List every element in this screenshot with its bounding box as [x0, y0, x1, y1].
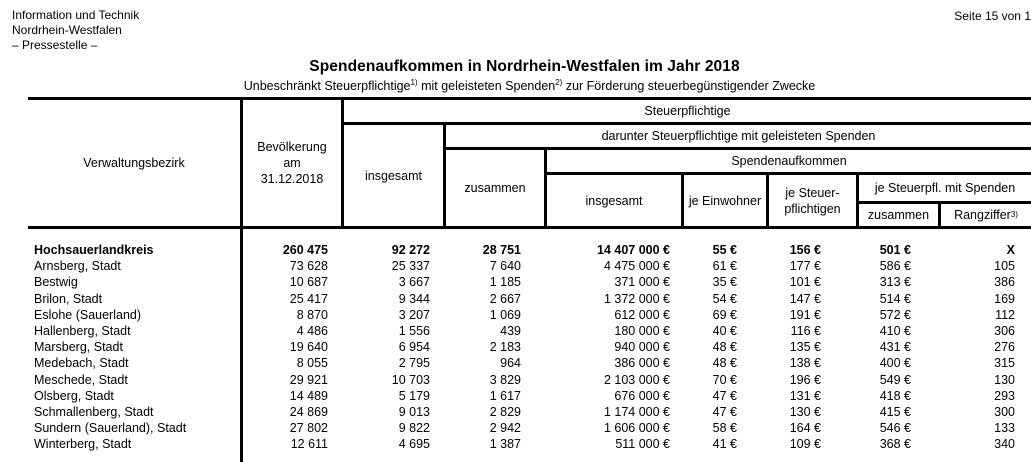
- cell-steuerpflichtige-insgesamt: 25 337: [391, 259, 430, 274]
- cell-steuerpflichtige-insgesamt: 3 667: [398, 275, 430, 290]
- cell-verwaltungsbezirk: Eslohe (Sauerland): [34, 307, 142, 322]
- header-darunter[interactable]: [446, 125, 1031, 147]
- cell-je-steuerpfl-zusammen: 572 €: [879, 307, 911, 322]
- cell-spendenaufkommen-insgesamt: 4 475 000 €: [603, 259, 670, 274]
- table-row[interactable]: [0, 307, 1031, 323]
- header-je-steuer-line-2: pflichtigen: [784, 201, 841, 216]
- cell-rangziffer: 293: [994, 388, 1015, 403]
- table-row[interactable]: [0, 258, 1031, 274]
- org-name-line-1: Information und Technik: [12, 8, 140, 22]
- cell-steuerpflichtige-insgesamt: 9 822: [398, 421, 430, 436]
- cell-je-steuerpflichtigen: 164 €: [789, 421, 821, 436]
- cell-je-steuerpfl-zusammen: 586 €: [879, 259, 911, 274]
- table-row[interactable]: [0, 323, 1031, 339]
- table-row[interactable]: [0, 420, 1031, 436]
- cell-zusammen: 28 751: [482, 243, 521, 257]
- cell-je-steuerpflichtigen: 131 €: [789, 388, 821, 403]
- header-bevoelkerung-line-3: 31.12.2018: [260, 172, 324, 186]
- table-header-bottom-rule: [28, 226, 1031, 229]
- cell-verwaltungsbezirk: Sundern (Sauerland), Stadt: [34, 421, 187, 436]
- cell-bevoelkerung: 8 055: [296, 356, 328, 371]
- cell-je-einwohner: 48 €: [712, 356, 737, 371]
- header-sub-zusammen-label: zusammen: [867, 208, 930, 222]
- header-je-steuerpfl-mit-spenden-label: je Steuerpfl. mit Spenden: [874, 181, 1016, 195]
- cell-spendenaufkommen-insgesamt: 371 000 €: [614, 275, 670, 290]
- cell-rangziffer: X: [1006, 243, 1015, 257]
- cell-je-einwohner: 48 €: [712, 340, 737, 355]
- cell-zusammen: 964: [500, 356, 521, 371]
- cell-je-einwohner: 54 €: [712, 291, 737, 306]
- header-rangziffer-label: Rangziffer: [954, 208, 1011, 222]
- cell-spendenaufkommen-insgesamt: 1 174 000 €: [603, 405, 670, 419]
- footnote-ref-2[interactable]: 2): [555, 78, 563, 87]
- table-row[interactable]: [0, 291, 1031, 307]
- cell-je-steuerpfl-zusammen: 368 €: [879, 437, 911, 452]
- org-name-line-3: – Pressestelle –: [12, 38, 98, 52]
- cell-je-steuerpflichtigen: 130 €: [789, 405, 821, 419]
- header-spendenaufkommen-label: Spendenaufkommen: [731, 154, 847, 168]
- cell-rangziffer: 386: [994, 275, 1015, 290]
- subtitle-part-2: mit geleisteten Spenden: [417, 79, 556, 93]
- cell-bevoelkerung: 29 921: [289, 372, 328, 387]
- cell-steuerpflichtige-insgesamt: 10 703: [391, 372, 430, 387]
- cell-zusammen: 439: [500, 324, 521, 338]
- cell-zusammen: 2 942: [489, 421, 521, 436]
- table-row[interactable]: [0, 404, 1031, 420]
- header-steuerpflichtige[interactable]: [344, 100, 1031, 122]
- cell-steuerpflichtige-insgesamt: 4 695: [398, 437, 430, 452]
- header-insgesamt[interactable]: [344, 125, 443, 226]
- cell-je-steuerpfl-zusammen: 546 €: [879, 421, 911, 436]
- cell-je-einwohner: 47 €: [712, 388, 737, 403]
- cell-je-steuerpflichtigen: 147 €: [789, 291, 821, 306]
- cell-je-steuerpflichtigen: 177 €: [789, 259, 821, 274]
- cell-spendenaufkommen-insgesamt: 511 000 €: [615, 437, 670, 452]
- header-spendenaufkommen[interactable]: [547, 150, 1031, 172]
- cell-je-steuerpfl-zusammen: 400 €: [879, 356, 911, 371]
- cell-spendenaufkommen-insgesamt: 612 000 €: [614, 307, 670, 322]
- cell-verwaltungsbezirk: Olsberg, Stadt: [34, 388, 114, 403]
- header-rangziffer[interactable]: Rangziffer 3): [954, 208, 1018, 222]
- cell-je-steuerpflichtigen: 138 €: [789, 356, 821, 371]
- cell-bevoelkerung: 10 687: [289, 275, 328, 290]
- cell-je-steuerpflichtigen: 116 €: [790, 324, 821, 338]
- cell-verwaltungsbezirk: Winterberg, Stadt: [34, 437, 132, 452]
- cell-bevoelkerung: 8 870: [296, 307, 328, 322]
- cell-je-steuerpfl-zusammen: 514 €: [879, 291, 911, 306]
- cell-bevoelkerung: 12 611: [290, 437, 328, 452]
- cell-je-einwohner: 58 €: [712, 421, 737, 436]
- header-bevoelkerung-line-2: am: [283, 156, 301, 170]
- cell-bevoelkerung: 73 628: [289, 259, 328, 274]
- cell-rangziffer: 105: [994, 259, 1015, 274]
- header-steuerpflichtige-label: Steuerpflichtige: [644, 104, 731, 118]
- cell-spendenaufkommen-insgesamt: 940 000 €: [614, 340, 670, 355]
- cell-zusammen: 1 185: [489, 275, 521, 290]
- cell-bevoelkerung: 19 640: [289, 340, 328, 355]
- header-zusammen-label: zusammen: [464, 181, 526, 195]
- header-verwaltungsbezirk[interactable]: [28, 100, 240, 226]
- cell-spendenaufkommen-insgesamt: 180 000 €: [614, 324, 670, 338]
- header-darunter-label: darunter Steuerpflichtige mit geleisteten Spenden: [601, 129, 876, 143]
- cell-je-steuerpfl-zusammen: 549 €: [879, 372, 911, 387]
- subtitle-part-3: zur Förderung steuerbegünstigender Zwecke: [562, 79, 816, 93]
- cell-bevoelkerung: 14 489: [289, 388, 328, 403]
- cell-verwaltungsbezirk: Hochsauerlandkreis: [34, 243, 154, 257]
- cell-je-einwohner: 41 €: [712, 437, 737, 452]
- cell-steuerpflichtige-insgesamt: 9 013: [398, 405, 430, 419]
- header-sp-insgesamt-label: insgesamt: [585, 193, 643, 208]
- cell-je-steuerpfl-zusammen: 410 €: [879, 324, 911, 338]
- cell-verwaltungsbezirk: Arnsberg, Stadt: [34, 259, 121, 274]
- cell-je-einwohner: 35 €: [712, 275, 737, 290]
- cell-je-einwohner: 47 €: [712, 405, 737, 419]
- cell-zusammen: 3 829: [489, 372, 521, 387]
- page-number: Seite 15 von 1: [954, 9, 1031, 23]
- cell-je-einwohner: 40 €: [712, 324, 737, 338]
- cell-verwaltungsbezirk: Meschede, Stadt: [34, 372, 128, 387]
- cell-je-einwohner: 70 €: [712, 372, 737, 387]
- table-row[interactable]: [0, 372, 1031, 388]
- cell-je-steuerpflichtigen: 156 €: [789, 243, 821, 257]
- cell-verwaltungsbezirk: Brilon, Stadt: [34, 291, 103, 306]
- cell-steuerpflichtige-insgesamt: 5 179: [398, 388, 430, 403]
- cell-steuerpflichtige-insgesamt: 1 556: [398, 324, 430, 338]
- cell-rangziffer: 315: [994, 356, 1015, 371]
- header-sp-insgesamt[interactable]: [547, 175, 681, 226]
- cell-rangziffer: 130: [994, 372, 1015, 387]
- cell-zusammen: 1 387: [489, 437, 521, 452]
- cell-steuerpflichtige-insgesamt: 3 207: [398, 307, 430, 322]
- cell-rangziffer: 306: [994, 324, 1015, 338]
- cell-rangziffer: 340: [994, 437, 1015, 452]
- header-je-einwohner[interactable]: [684, 175, 766, 226]
- cell-rangziffer: 276: [994, 340, 1015, 355]
- cell-je-steuerpfl-zusammen: 431 €: [879, 340, 911, 355]
- table-row[interactable]: [0, 388, 1031, 404]
- cell-bevoelkerung: 4 486: [296, 324, 328, 338]
- cell-rangziffer: 300: [994, 405, 1015, 419]
- cell-zusammen: 7 640: [489, 259, 521, 274]
- cell-je-steuerpflichtigen: 196 €: [789, 372, 821, 387]
- cell-bevoelkerung: 24 869: [289, 405, 328, 419]
- subtitle-part-1: Unbeschränkt Steuerpflichtige: [243, 79, 411, 93]
- table-row[interactable]: [0, 274, 1031, 290]
- table-row[interactable]: [0, 355, 1031, 371]
- cell-steuerpflichtige-insgesamt: 6 954: [398, 340, 430, 355]
- header-je-steuer-line-1: je Steuer-: [785, 185, 840, 200]
- cell-verwaltungsbezirk: Marsberg, Stadt: [34, 340, 123, 355]
- cell-steuerpflichtige-insgesamt: 9 344: [398, 291, 430, 306]
- cell-je-steuerpflichtigen: 135 €: [789, 340, 821, 355]
- cell-steuerpflichtige-insgesamt: 92 272: [391, 243, 430, 257]
- header-insgesamt-label: insgesamt: [365, 168, 422, 183]
- org-name-line-2: Nordrhein-Westfalen: [12, 23, 122, 37]
- cell-spendenaufkommen-insgesamt: 676 000 €: [614, 388, 670, 403]
- cell-spendenaufkommen-insgesamt: 1 372 000 €: [603, 291, 670, 306]
- page-title: Spendenaufkommen in Nordrhein-Westfalen im Jahr 2018: [309, 58, 740, 75]
- cell-spendenaufkommen-insgesamt: 14 407 000 €: [597, 243, 670, 257]
- header-je-steuerpflichtigen[interactable]: [769, 175, 856, 226]
- cell-je-einwohner: 69 €: [712, 307, 737, 322]
- table-row[interactable]: [0, 242, 1031, 258]
- cell-je-steuerpflichtigen: 101 €: [789, 275, 821, 290]
- cell-spendenaufkommen-insgesamt: 1 606 000 €: [603, 421, 670, 436]
- cell-bevoelkerung: 260 475: [282, 243, 328, 257]
- cell-zusammen: 2 667: [489, 291, 521, 306]
- cell-bevoelkerung: 25 417: [289, 291, 328, 306]
- table-row[interactable]: [0, 339, 1031, 355]
- cell-zusammen: 1 617: [489, 388, 521, 403]
- cell-verwaltungsbezirk: Schmallenberg, Stadt: [34, 405, 154, 419]
- cell-je-steuerpfl-zusammen: 415 €: [879, 405, 911, 419]
- cell-je-steuerpfl-zusammen: 501 €: [879, 243, 911, 257]
- cell-zusammen: 2 829: [489, 405, 521, 419]
- table-row[interactable]: [0, 436, 1031, 452]
- cell-je-steuerpfl-zusammen: 313 €: [879, 275, 911, 290]
- cell-spendenaufkommen-insgesamt: 2 103 000 €: [603, 372, 670, 387]
- cell-rangziffer: 112: [995, 307, 1015, 322]
- cell-zusammen: 1 069: [489, 307, 521, 322]
- header-sub-zusammen[interactable]: [859, 204, 938, 226]
- header-je-steuerpfl-mit-spenden[interactable]: [859, 175, 1031, 201]
- cell-rangziffer: 169: [994, 291, 1015, 306]
- cell-zusammen: 2 183: [489, 340, 521, 355]
- cell-spendenaufkommen-insgesamt: 386 000 €: [614, 356, 670, 371]
- cell-verwaltungsbezirk: Bestwig: [34, 275, 78, 290]
- header-verwaltungsbezirk-label: Verwaltungsbezirk: [83, 156, 185, 170]
- cell-je-steuerpflichtigen: 191 €: [789, 307, 821, 322]
- cell-verwaltungsbezirk: Hallenberg, Stadt: [34, 324, 131, 338]
- cell-steuerpflichtige-insgesamt: 2 795: [398, 356, 430, 371]
- cell-je-einwohner: 55 €: [712, 243, 737, 257]
- cell-je-einwohner: 61 €: [712, 259, 737, 274]
- cell-verwaltungsbezirk: Medebach, Stadt: [34, 356, 129, 371]
- footnote-ref-1[interactable]: 1): [410, 78, 418, 87]
- cell-rangziffer: 133: [994, 421, 1015, 436]
- header-zusammen[interactable]: [446, 150, 544, 226]
- cell-je-steuerpflichtigen: 109 €: [789, 437, 821, 452]
- header-je-einwohner-label: je Einwohner: [688, 193, 762, 208]
- page-subtitle: [0, 79, 1031, 93]
- header-bevoelkerung-line-1: Bevölkerung: [257, 140, 327, 154]
- header-bevoelkerung[interactable]: [243, 100, 341, 226]
- cell-je-steuerpfl-zusammen: 418 €: [879, 388, 911, 403]
- cell-bevoelkerung: 27 802: [289, 421, 328, 436]
